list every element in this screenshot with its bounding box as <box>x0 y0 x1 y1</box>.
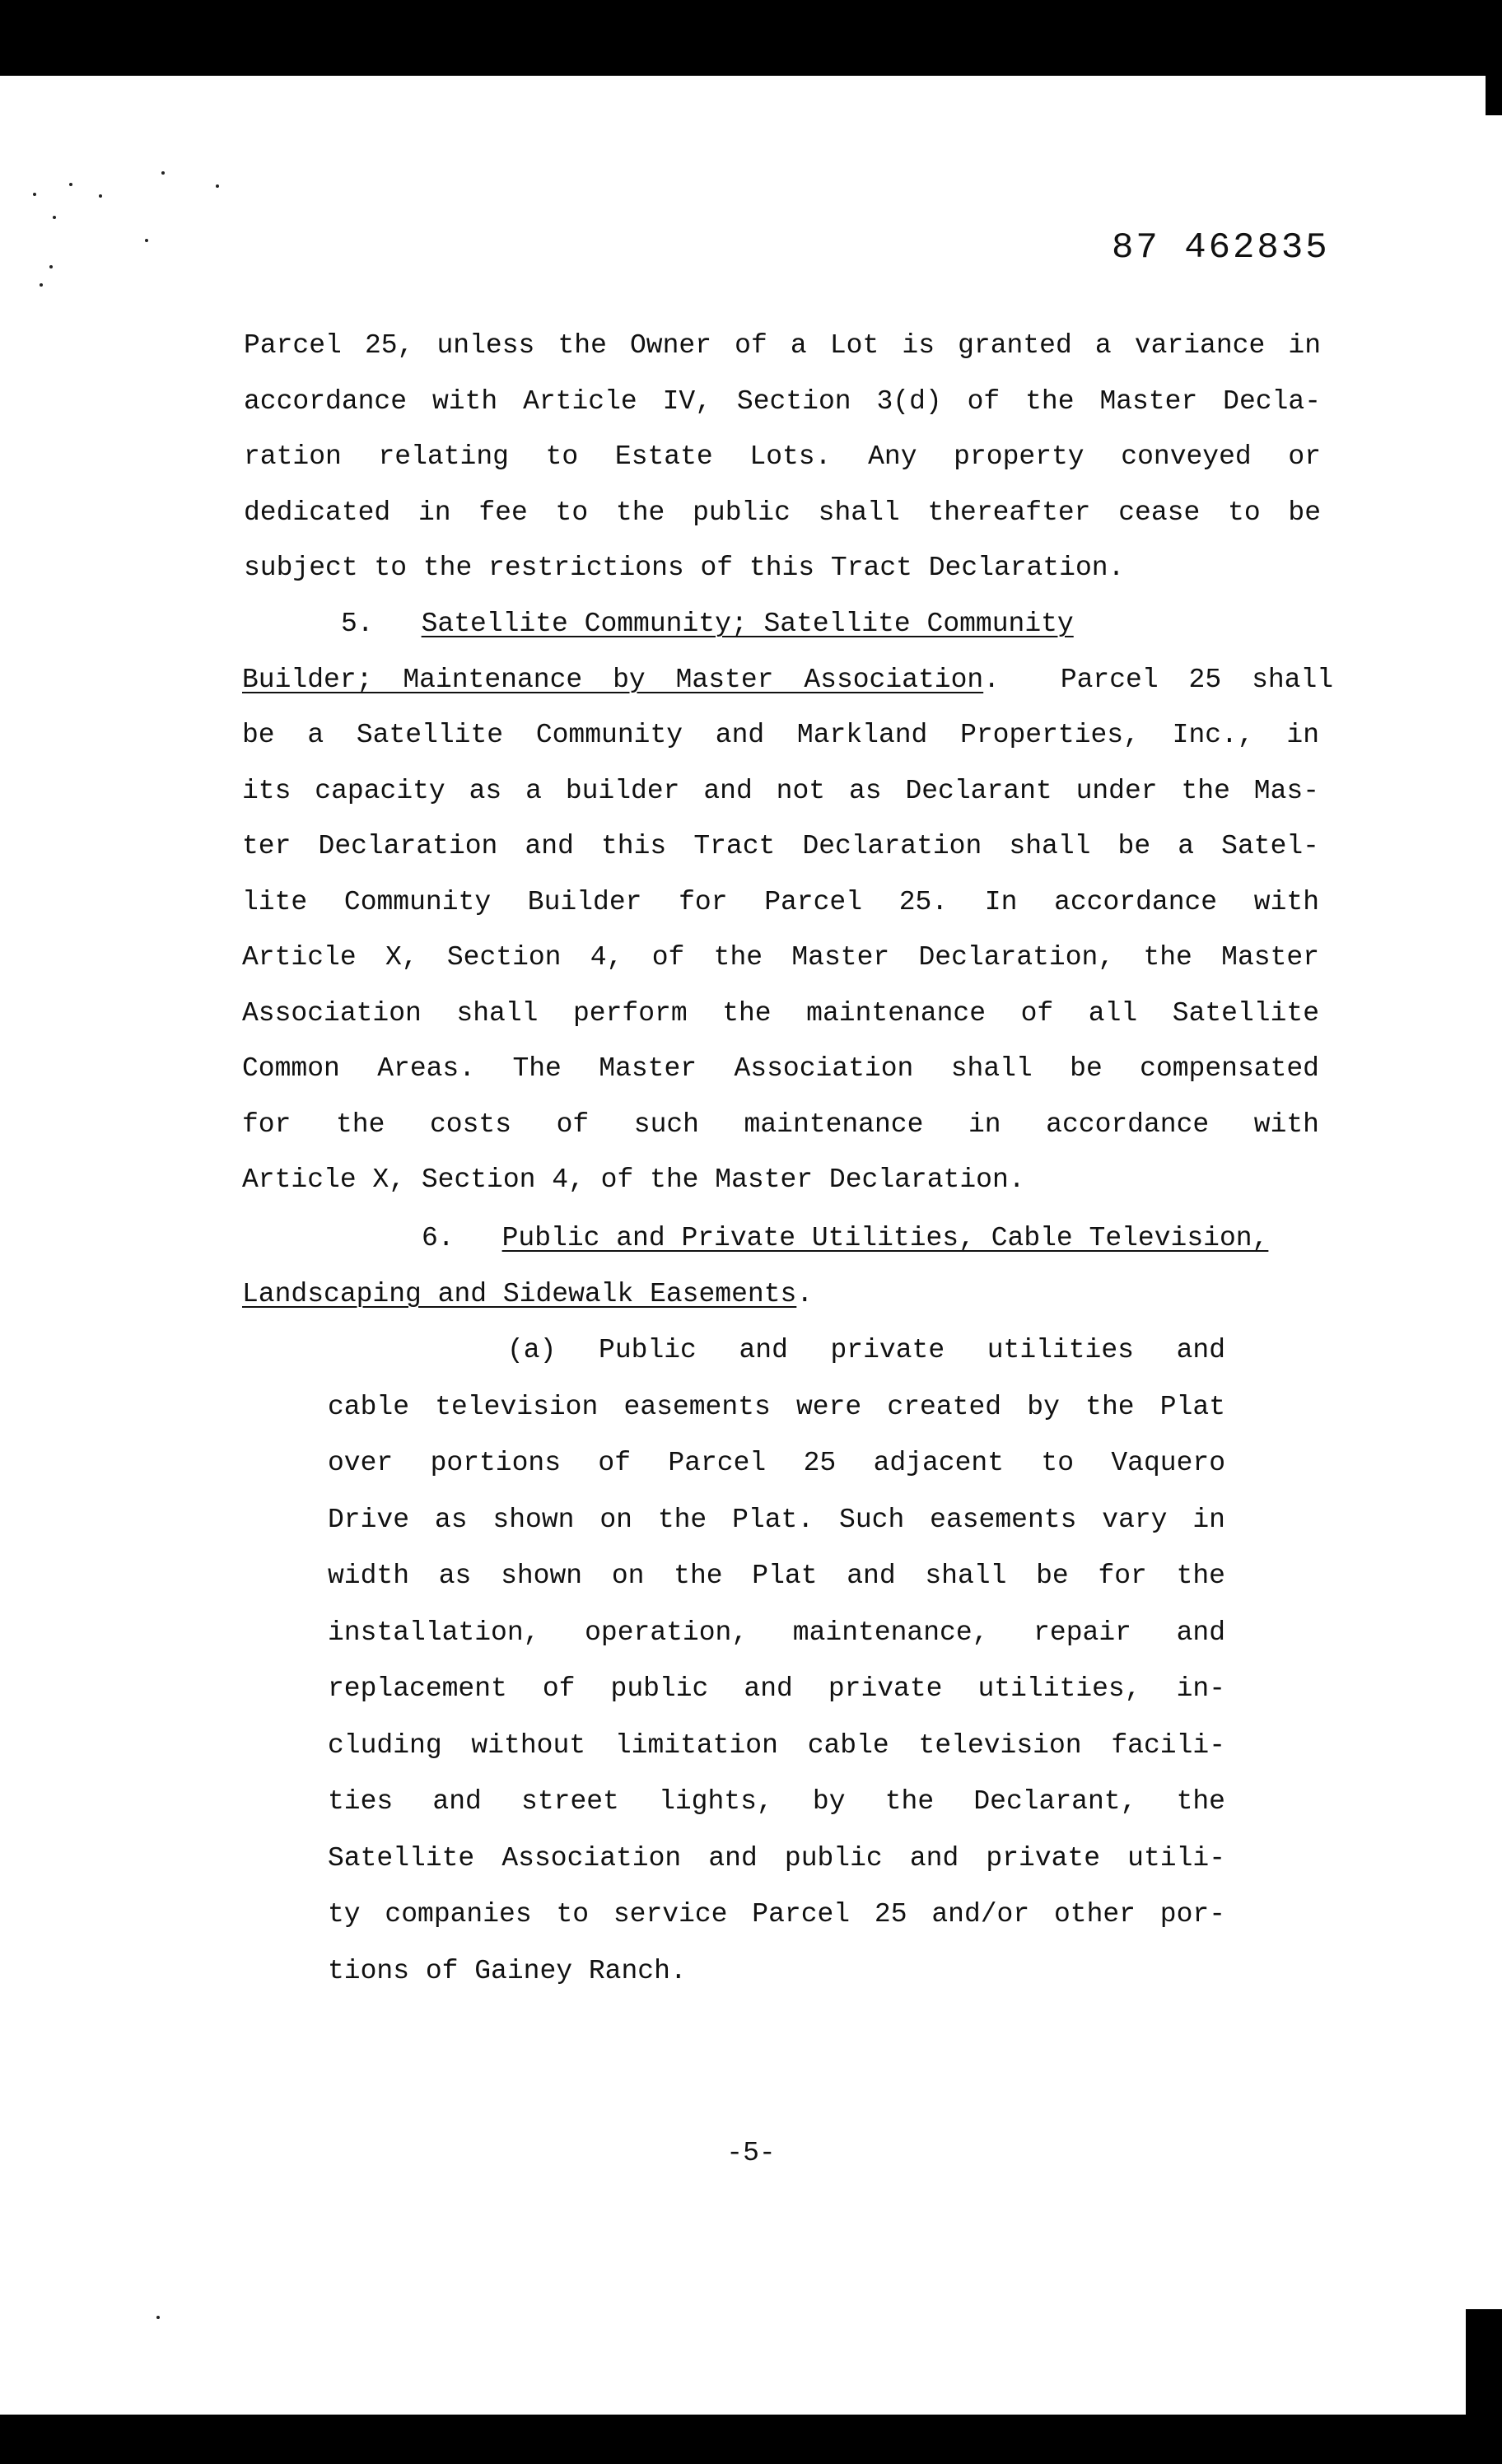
section-5-body-start: Parcel 25 shall <box>1060 664 1334 695</box>
text-line <box>328 1323 1225 1379</box>
scan-speck <box>40 283 43 287</box>
scan-speck <box>145 239 148 242</box>
section-6-heading-line <box>242 1211 1326 1267</box>
section-5-heading-line <box>242 652 1334 708</box>
text-line: Parcel 25, unless the Owner of a Lot is granted a variance in <box>244 330 1321 361</box>
text-line: over portions of Parcel 25 adjacent to Vaquero <box>328 1448 1225 1478</box>
paragraph-intro <box>244 318 1321 596</box>
scan-speck <box>69 183 72 186</box>
scan-border-top-right <box>1486 49 1502 115</box>
text-line: subject to the restrictions of this Tract Declaration. <box>244 553 1125 583</box>
section-5-heading: Satellite Community; Satellite Community <box>421 609 1074 639</box>
text-line: Article X, Section 4, of the Master Declaration. <box>242 1164 1025 1195</box>
section-5-heading: Builder; Maintenance by Master Association <box>242 664 984 695</box>
section-6-heading: Public and Private Utilities, Cable Television, <box>501 1223 1269 1253</box>
scan-border-bottom <box>0 2415 1502 2464</box>
section-6-heading-line <box>242 1267 1326 1323</box>
text-line: width as shown on the Plat and shall be for the <box>328 1561 1225 1591</box>
text-line: dedicated in fee to the public shall thereafter cease to be <box>244 497 1321 528</box>
text-line: accordance with Article IV, Section 3(d) of the Master Decla- <box>244 385 1321 417</box>
subsection-a-first-line: (a) Public and private utilities and <box>507 1335 1225 1365</box>
scan-speck <box>33 193 36 196</box>
text-line: Association shall perform the maintenance of all Satellite <box>242 997 1319 1029</box>
text-line: lite Community Builder for Parcel 25. In accordance with <box>242 886 1319 917</box>
scan-border-bottom-right <box>1466 2309 1502 2424</box>
text-line: for the costs of such maintenance in accordance with <box>242 1108 1319 1140</box>
text-line: ration relating to Estate Lots. Any property conveyed or <box>244 441 1321 472</box>
scan-speck <box>216 184 219 188</box>
section-5 <box>242 596 1334 1208</box>
text-line: installation, operation, maintenance, repair and <box>328 1617 1225 1648</box>
document-number: 87 462835 <box>1112 227 1330 268</box>
section-5-number: 5. <box>341 609 374 639</box>
scan-speck <box>99 194 102 198</box>
scan-border-top <box>0 0 1502 76</box>
text-line: its capacity as a builder and not as Declarant under the Mas- <box>242 775 1319 806</box>
text-line: Satellite Association and public and private utili- <box>328 1842 1225 1874</box>
section-5-heading-line <box>242 596 1319 652</box>
text-line: ties and street lights, by the Declarant, the <box>328 1786 1225 1817</box>
section-6-number: 6. <box>422 1223 455 1253</box>
text-line: replacement of public and private utilities, in- <box>328 1673 1225 1704</box>
scan-speck <box>49 265 53 268</box>
text-line: ty companies to service Parcel 25 and/or other por- <box>328 1899 1225 1930</box>
text-line: cable television easements were created by the Plat <box>328 1391 1225 1422</box>
text-line: cluding without limitation cable television facili- <box>328 1729 1225 1761</box>
text-line: tions of Gainey Ranch. <box>328 1955 687 1986</box>
scan-speck <box>156 2316 160 2319</box>
text-line: be a Satellite Community and Markland Properties, Inc., in <box>242 720 1319 750</box>
text-line: Drive as shown on the Plat. Such easements vary in <box>328 1504 1225 1535</box>
scan-speck <box>161 171 165 175</box>
section-6-heading-period: . <box>796 1278 814 1309</box>
subsection-a <box>328 1323 1225 2000</box>
page-number: -5- <box>726 2138 776 2168</box>
section-6 <box>242 1211 1326 1322</box>
section-5-heading-period: . <box>983 664 1000 695</box>
scan-speck <box>53 216 56 219</box>
text-line: Common Areas. The Master Association shall be compensated <box>242 1053 1319 1084</box>
section-6-heading: Landscaping and Sidewalk Easements <box>242 1278 797 1309</box>
text-line: ter Declaration and this Tract Declaration shall be a Satel- <box>242 831 1319 861</box>
text-line: Article X, Section 4, of the Master Declaration, the Master <box>242 942 1319 973</box>
